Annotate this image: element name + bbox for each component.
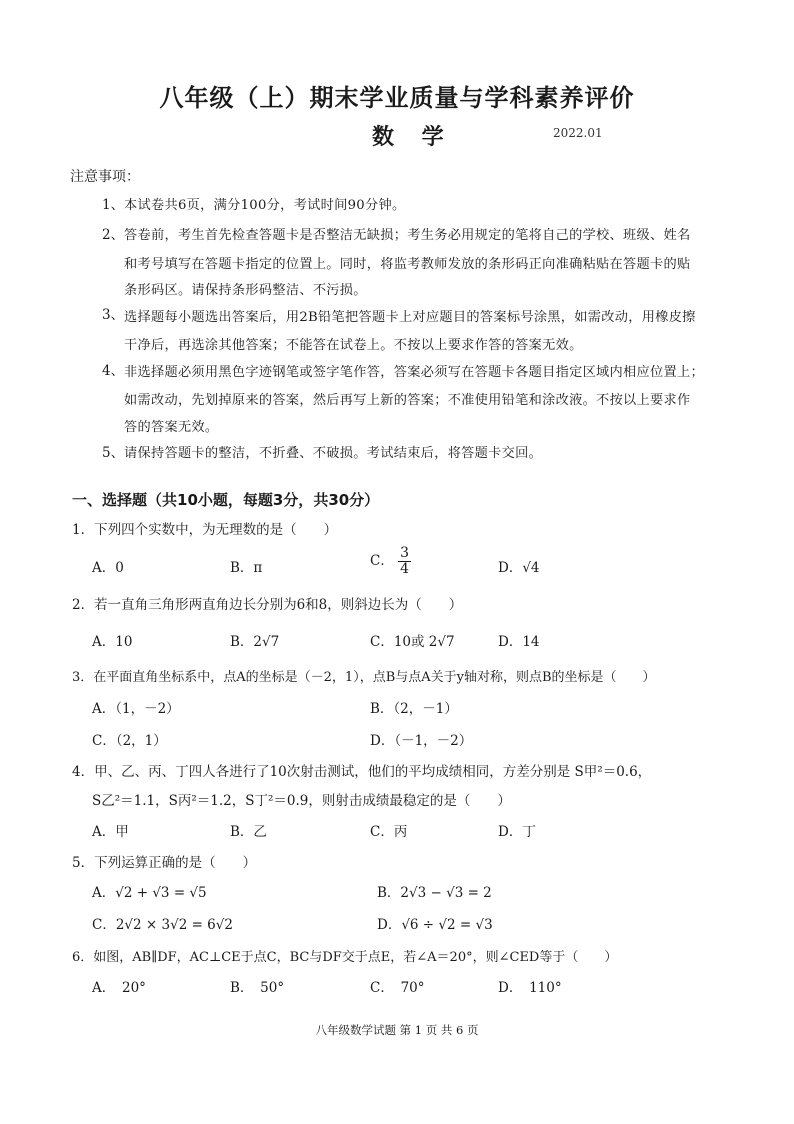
note-line: 条形码区。请保持条形码整洁、不污损。 xyxy=(124,283,367,298)
option-c: C．10或 2√7 xyxy=(370,634,455,650)
notes-heading: 注意事项： xyxy=(70,169,140,185)
exam-title: 八年级（上）期末学业质量与学科素养评价 xyxy=(159,84,635,112)
option-a: A．甲 xyxy=(92,824,129,840)
option-c: C． 70° xyxy=(370,980,425,996)
option-d: D．丁 xyxy=(498,824,536,840)
note-line: 和考号填写在答题卡指定的位置上。同时，将监考教师发放的条形码正向准确粘贴在答题卡的贴 xyxy=(124,257,691,272)
option-d: D．√4 xyxy=(498,560,540,576)
subject-name: 数 学 xyxy=(372,125,454,150)
option-c: C．2√2 × 3√2 = 6√2 xyxy=(92,917,233,933)
option-a: A．（1，－2） xyxy=(92,701,180,717)
option-d: D．√6 ÷ √2 = √3 xyxy=(377,917,493,933)
note-number: 5、 xyxy=(102,445,125,461)
question-4-stem-continued: S乙²＝1.1，S丙²＝1.2，S丁²＝0.9，则射击成绩最稳定的是（ ） xyxy=(92,793,511,809)
option-a: A． 20° xyxy=(92,980,146,996)
option-c-label: C． xyxy=(370,553,394,569)
question-6-stem: 6．如图，AB∥DF，AC⊥CE于点C，BC与DF交于点E，若∠A＝20°，则∠CED等于（ ） xyxy=(72,950,618,965)
note-line: 答的答案无效。 xyxy=(124,420,219,435)
note-line: 选择题每小题选出答案后，用2B铅笔把答题卡上对应题目的答案标号涂黑，如需改动，用橡皮擦 xyxy=(124,310,696,325)
note-number: 1、 xyxy=(102,197,125,213)
question-2-stem: 2．若一直角三角形两直角边长分别为6和8，则斜边长为（ ） xyxy=(72,597,463,613)
note-line: 本试卷共6页，满分100分，考试时间90分钟。 xyxy=(124,198,406,213)
note-number: 4、 xyxy=(102,363,125,379)
note-line: 干净后，再选涂其他答案；不能答在试卷上。不按以上要求作答的答案无效。 xyxy=(124,338,583,353)
option-a: A．10 xyxy=(92,634,133,650)
option-b: B．π xyxy=(230,560,263,576)
option-b: B．（2，－1） xyxy=(370,701,458,717)
option-c xyxy=(370,546,411,577)
section-heading: 一、选择题（共10小题，每题3分，共30分） xyxy=(72,491,380,509)
note-line: 答卷前，考生首先检查答题卡是否整洁无缺损；考生务必用规定的笔将自己的学校、班级、姓名 xyxy=(124,228,691,243)
question-4-stem: 4．甲、乙、丙、丁四人各进行了10次射击测试，他们的平均成绩相同，方差分别是 S甲²＝0.6， xyxy=(72,764,652,780)
option-d: D．14 xyxy=(498,634,540,650)
note-number: 2、 xyxy=(102,227,125,243)
fraction-denominator: 4 xyxy=(400,561,410,577)
note-number: 3、 xyxy=(102,307,125,323)
option-d: D． 110° xyxy=(498,980,562,996)
option-b: B．2√7 xyxy=(230,634,280,650)
note-line: 请保持答题卡的整洁，不折叠、不破损。考试结束后，将答题卡交回。 xyxy=(124,446,543,461)
option-a: A．0 xyxy=(92,560,124,576)
option-b: B．乙 xyxy=(230,824,267,840)
question-3-stem: 3．在平面直角坐标系中，点A的坐标是（－2，1），点B与点A关于y轴对称，则点B的坐标是（ ） xyxy=(72,670,656,685)
fraction-numerator: 3 xyxy=(400,545,410,561)
question-5-stem: 5．下列运算正确的是（ ） xyxy=(72,855,257,871)
question-1-stem: 1．下列四个实数中，为无理数的是（ ） xyxy=(72,522,338,538)
page-footer: 八年级数学试题 第 1 页 共 6 页 xyxy=(315,1023,479,1037)
fraction xyxy=(398,546,411,577)
note-line: 非选择题必须用黑色字迹钢笔或签字笔作答，答案必须写在答题卡各题目指定区域内相应位置上； xyxy=(124,365,704,380)
exam-date: 2022.01 xyxy=(553,126,603,140)
option-d: D．（－1，－2） xyxy=(370,733,473,749)
option-b: B．2√3 − √3 = 2 xyxy=(377,885,492,901)
option-b: B． 50° xyxy=(230,980,285,996)
option-a: A．√2 + √3 = √5 xyxy=(92,885,207,901)
option-c: C．丙 xyxy=(370,824,408,840)
option-c: C．（2，1） xyxy=(92,733,167,749)
note-line: 如需改动，先划掉原来的答案，然后再写上新的答案；不准使用铅笔和涂改液。不按以上要求作 xyxy=(124,393,691,408)
